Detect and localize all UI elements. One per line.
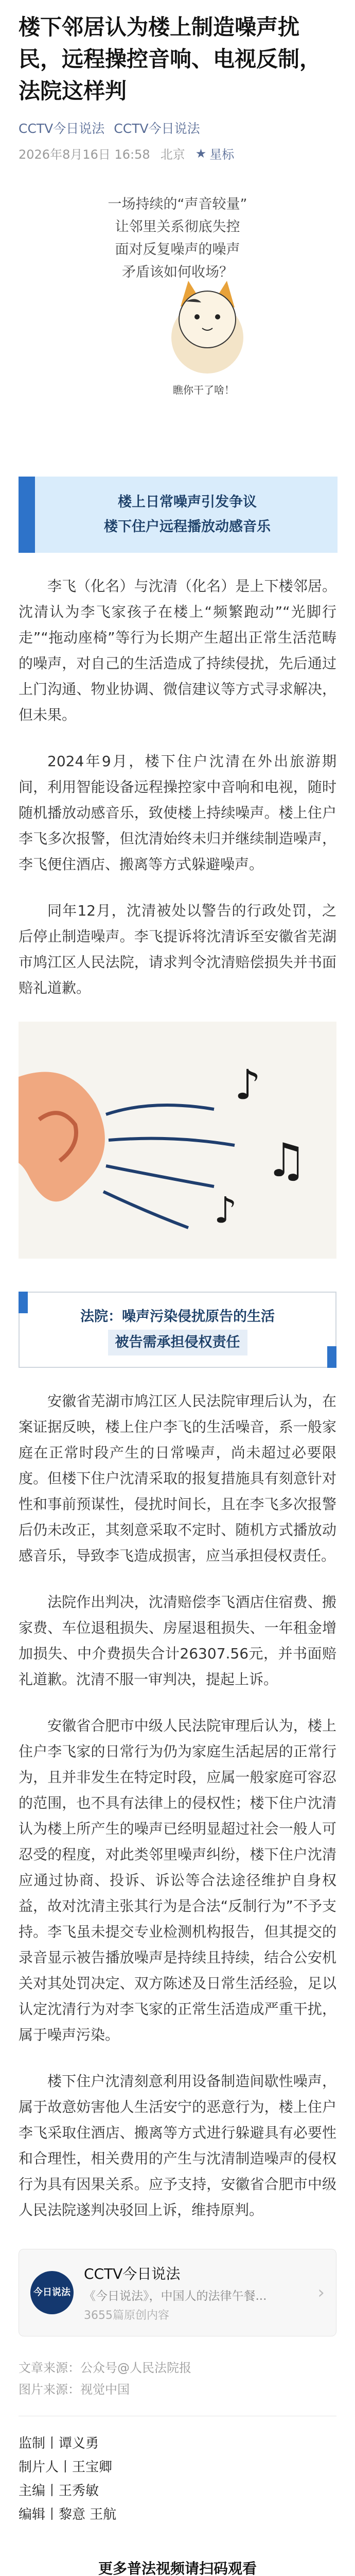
source-info [19, 2357, 336, 2400]
account-link-primary[interactable]: CCTV今日说法 [19, 121, 105, 136]
section-banner-2 [19, 1292, 336, 1368]
paragraph: 2024年9月，楼下住户沈清在外出旅游期间，利用智能设备远程操控家中音响和电视，随时随机播放动感音乐，致使楼上持续噪声。楼上住户李飞多次报警，但沈清始终未归并继续制造噪声，李飞便住酒店、搬离等方式躲避噪声。 [19, 753, 336, 873]
article-meta-line2 [19, 144, 336, 162]
section-heading: 楼上日常噪声引发争议 [118, 494, 257, 510]
intro-line: 面对反复噪声的噪声 [115, 242, 240, 258]
star-label: 星标 [209, 147, 235, 162]
account-card-desc: 《今日说法》，中国人的法律午餐... [84, 2290, 267, 2303]
credit-line: 监制丨谭义勇 [19, 2436, 99, 2451]
svg-text:♪: ♪ [214, 1189, 237, 1231]
account-logo: 今日说法 [30, 2271, 74, 2314]
image-source: 图片来源：视觉中国 [19, 2382, 130, 2397]
account-link-secondary[interactable]: CCTV今日说法 [114, 121, 200, 136]
star-icon: ★ [195, 146, 207, 161]
credits [19, 2432, 336, 2527]
article-meta [19, 118, 336, 137]
account-card-count: 3655篇原创内容 [84, 2309, 169, 2322]
paragraph: 法院作出判决，沈清赔偿李飞酒店住宿费、搬家费、车位退租损失、房屋退租损失、一年租金增加损失、中介费损失合计26307.56元，并书面赔礼道歉。沈清不服一审判决，提起上诉。 [19, 1594, 336, 1688]
paragraph: 安徽省合肥市中级人民法院审理后认为，楼上住户李飞家的日常行为仍为家庭生活起居的正常行为，且并非发生在特定时段，应属一般家庭可容忍的范围，也不具有法律上的侵权性；楼下住户沈清认为楼上所产生的噪声已经明显超过社会一般人可忍受的程度，对此类邻里噪声纠纷，楼下住户沈清应通过协商、投诉、诉讼等合法途径维护自身权益，故对沈清主张其行为是合法“反制行为”不予支持。李飞虽未提交专业检测机构报告，但其提交的录音显示被告播放噪声是持续且持续，结合公安机关对其处罚决定、双方陈述及日常生活经验，足以认定沈清行为对李飞家的正常生活造成严重干扰，属于噪声污染。 [19, 1717, 336, 2043]
text-source: 文章来源：公众号@人民法院报 [19, 2361, 191, 2375]
intro-line: 让邻里关系彻底失控 [115, 219, 240, 235]
noise-ear-illustration [19, 1022, 336, 1259]
svg-text:♪: ♪ [235, 1061, 261, 1109]
publish-location: 北京 [160, 147, 185, 162]
account-card[interactable] [19, 2249, 336, 2336]
paragraph: 李飞（化名）与沈清（化名）是上下楼邻居。沈清认为李飞家孩子在楼上“频繁跑动”“光脚行走”“拖动座椅”等行为长期产生超出正常生活范畴的噪声，对自己的生活造成了持续侵扰，先后通过上门沟通、物业协调、微信建议等方式寻求解决，但未果。 [19, 578, 336, 723]
account-card-name: CCTV今日说法 [84, 2265, 181, 2282]
qr-title: 更多普法视频请扫码观看 [98, 2560, 257, 2576]
article-title: 楼下邻居认为楼上制造噪声扰民，远程操控音响、电视反制，法院这样判 [19, 14, 322, 104]
intro-block [19, 193, 336, 461]
qr-area [19, 2557, 336, 2576]
cat-caption: 瞧你干了啥！ [173, 384, 235, 396]
credit-line: 编辑丨黎意 王航 [19, 2507, 117, 2522]
credit-line: 制片人丨王宝卿 [19, 2460, 113, 2475]
section-heading: 法院：噪声污染侵扰原告的生活 [80, 1309, 275, 1325]
star-button[interactable] [196, 144, 235, 162]
chevron-right-icon: › [317, 2282, 325, 2303]
section-banner-1 [19, 477, 338, 553]
section-heading: 被告需承担侵权责任 [108, 1330, 247, 1355]
publish-date: 2026年8月16日 16:58 [19, 147, 150, 162]
svg-text:♫: ♫ [265, 1133, 307, 1188]
paragraph: 同年12月，沈清被处以警告的行政处罚，之后停止制造噪声。李飞提诉将沈清诉至安徽省芜湖市鸠江区人民法院，请求判令沈清赔偿损失并书面赔礼道歉。 [19, 902, 336, 996]
paragraph: 安徽省芜湖市鸠江区人民法院审理后认为，在案证据反映，楼上住户李飞的生活噪音，系一般家庭在正常时段产生的日常噪声，尚未超过必要限度。但楼下住户沈清采取的报复措施具有刻意针对性和事前预谋性，侵扰时间长，且在李飞多次报警后仍未改正，其刻意采取不定时、随机方式播放动感音乐，导致李飞造成损害，应当承担侵权责任。 [19, 1393, 336, 1564]
intro-line: 一场持续的“声音较量” [108, 196, 247, 212]
credit-line: 主编丨王秀敏 [19, 2483, 99, 2499]
section-heading: 楼下住户远程播放动感音乐 [104, 519, 271, 535]
paragraph: 楼下住户沈清刻意利用设备制造间歇性噪声，属于故意妨害他人生活安宁的恶意行为，楼上住户李飞采取住酒店、搬离等方式进行躲避具有必要性和合理性，相关费用的产生与沈清制造噪声的侵权行为具有因果关系。应予支持，安徽省合肥市中级人民法院遂判决驳回上诉，维持原判。 [19, 2073, 336, 2218]
account-card-info [84, 2263, 267, 2323]
intro-line: 矛盾该如何收场？ [122, 264, 233, 280]
cat-illustration [165, 270, 250, 379]
